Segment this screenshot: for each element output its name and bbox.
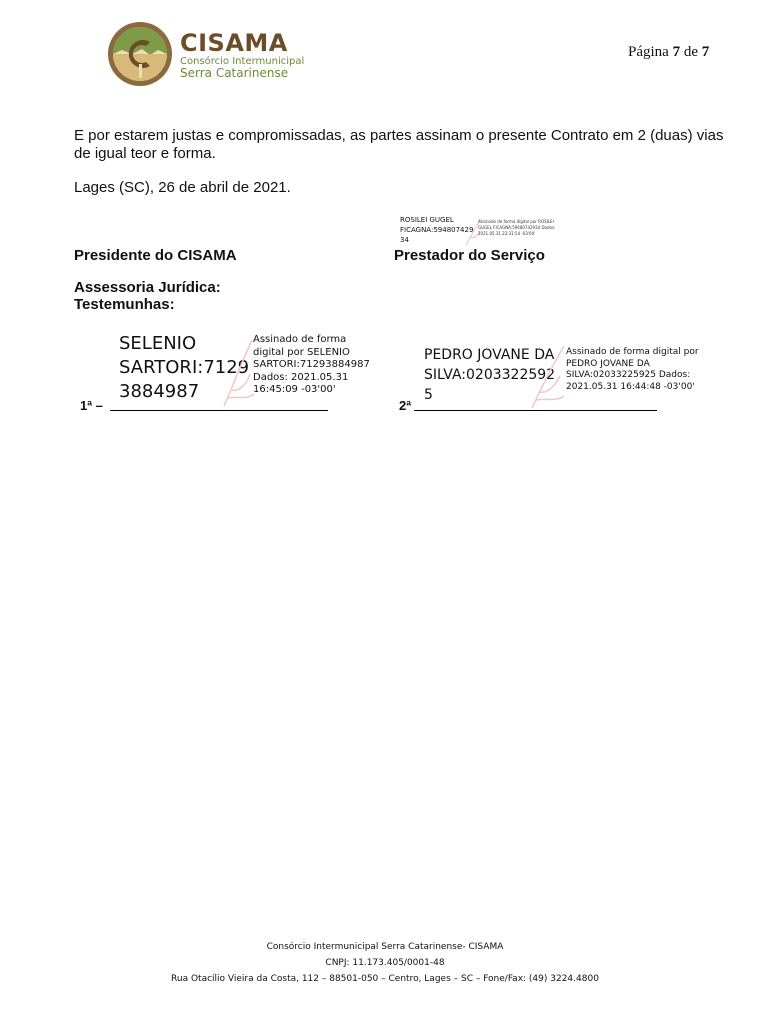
role-legal: Assessoria Jurídica: [74,279,221,296]
witnesses-label: Testemunhas: [74,296,175,313]
footer-organization: Consórcio Intermunicipal Serra Catarinense- CISAMA [266,942,504,952]
page-of: de [683,44,698,60]
witness1-signature-info: Assinado de forma digital por SELENIO SARTORI:71293884987 Dados: 2021.05.31 16:45:09 -03'00' [253,334,370,395]
page-footer [0,939,770,987]
witness1-signature-line [110,410,328,411]
contract-date: Lages (SC), 26 de abril de 2021. [74,179,291,196]
footer-address: Rua Otacílio Vieira da Costa, 112 – 88501-050 – Centro, Lages – SC – Fone/Fax: (49) 3224.4800 [171,974,599,984]
provider-digital-signature [400,215,560,247]
logo-name: CISAMA [180,29,288,57]
witness1-ordinal: 1ª – [80,398,103,413]
logo-subtitle-2: Serra Catarinense [180,66,289,80]
page-label: Página [628,44,669,60]
provider-signer-name: ROSILEI GUGEL FICAGNA:594807429 34 [400,216,474,244]
page-total: 7 [701,44,710,60]
provider-signature-info: Assinado de forma digital por ROSILEI GUGEL FICAGNA:59480742934 Dados: 2021.05.31 22:31:54 -03'00' [478,219,556,236]
logo-subtitle-1: Consórcio Intermunicipal [180,56,305,67]
role-president: Presidente do CISAMA [74,247,237,264]
page-number [628,44,709,61]
legal-and-witnesses [74,279,221,313]
signature-flourish [526,342,570,412]
role-provider: Prestador do Serviço [394,247,545,264]
page-header [0,0,770,110]
witness1-signer-name: SELENIO SARTORI:7129 3884987 [119,333,250,402]
closing-paragraph: E por estarem justas e compromissadas, as partes assinam o presente Contrato em 2 (duas) vias de igual teor e forma. [74,127,724,162]
witness2-ordinal: 2ª [399,398,412,413]
witness2-signer-name: PEDRO JOVANE DA SILVA:0203322592 5 [424,347,556,403]
witness2-signature-info: Assinado de forma digital por PEDRO JOVANE DA SILVA:02033225925 Dados: 2021.05.31 16:44:48 -03'00' [566,347,699,392]
logo-wordmark [180,30,304,80]
witness2-signature-line [414,410,657,411]
page-current: 7 [672,44,681,60]
footer-cnpj: CNPJ: 11.173.405/0001-48 [325,958,445,968]
cisama-logo [106,20,174,88]
